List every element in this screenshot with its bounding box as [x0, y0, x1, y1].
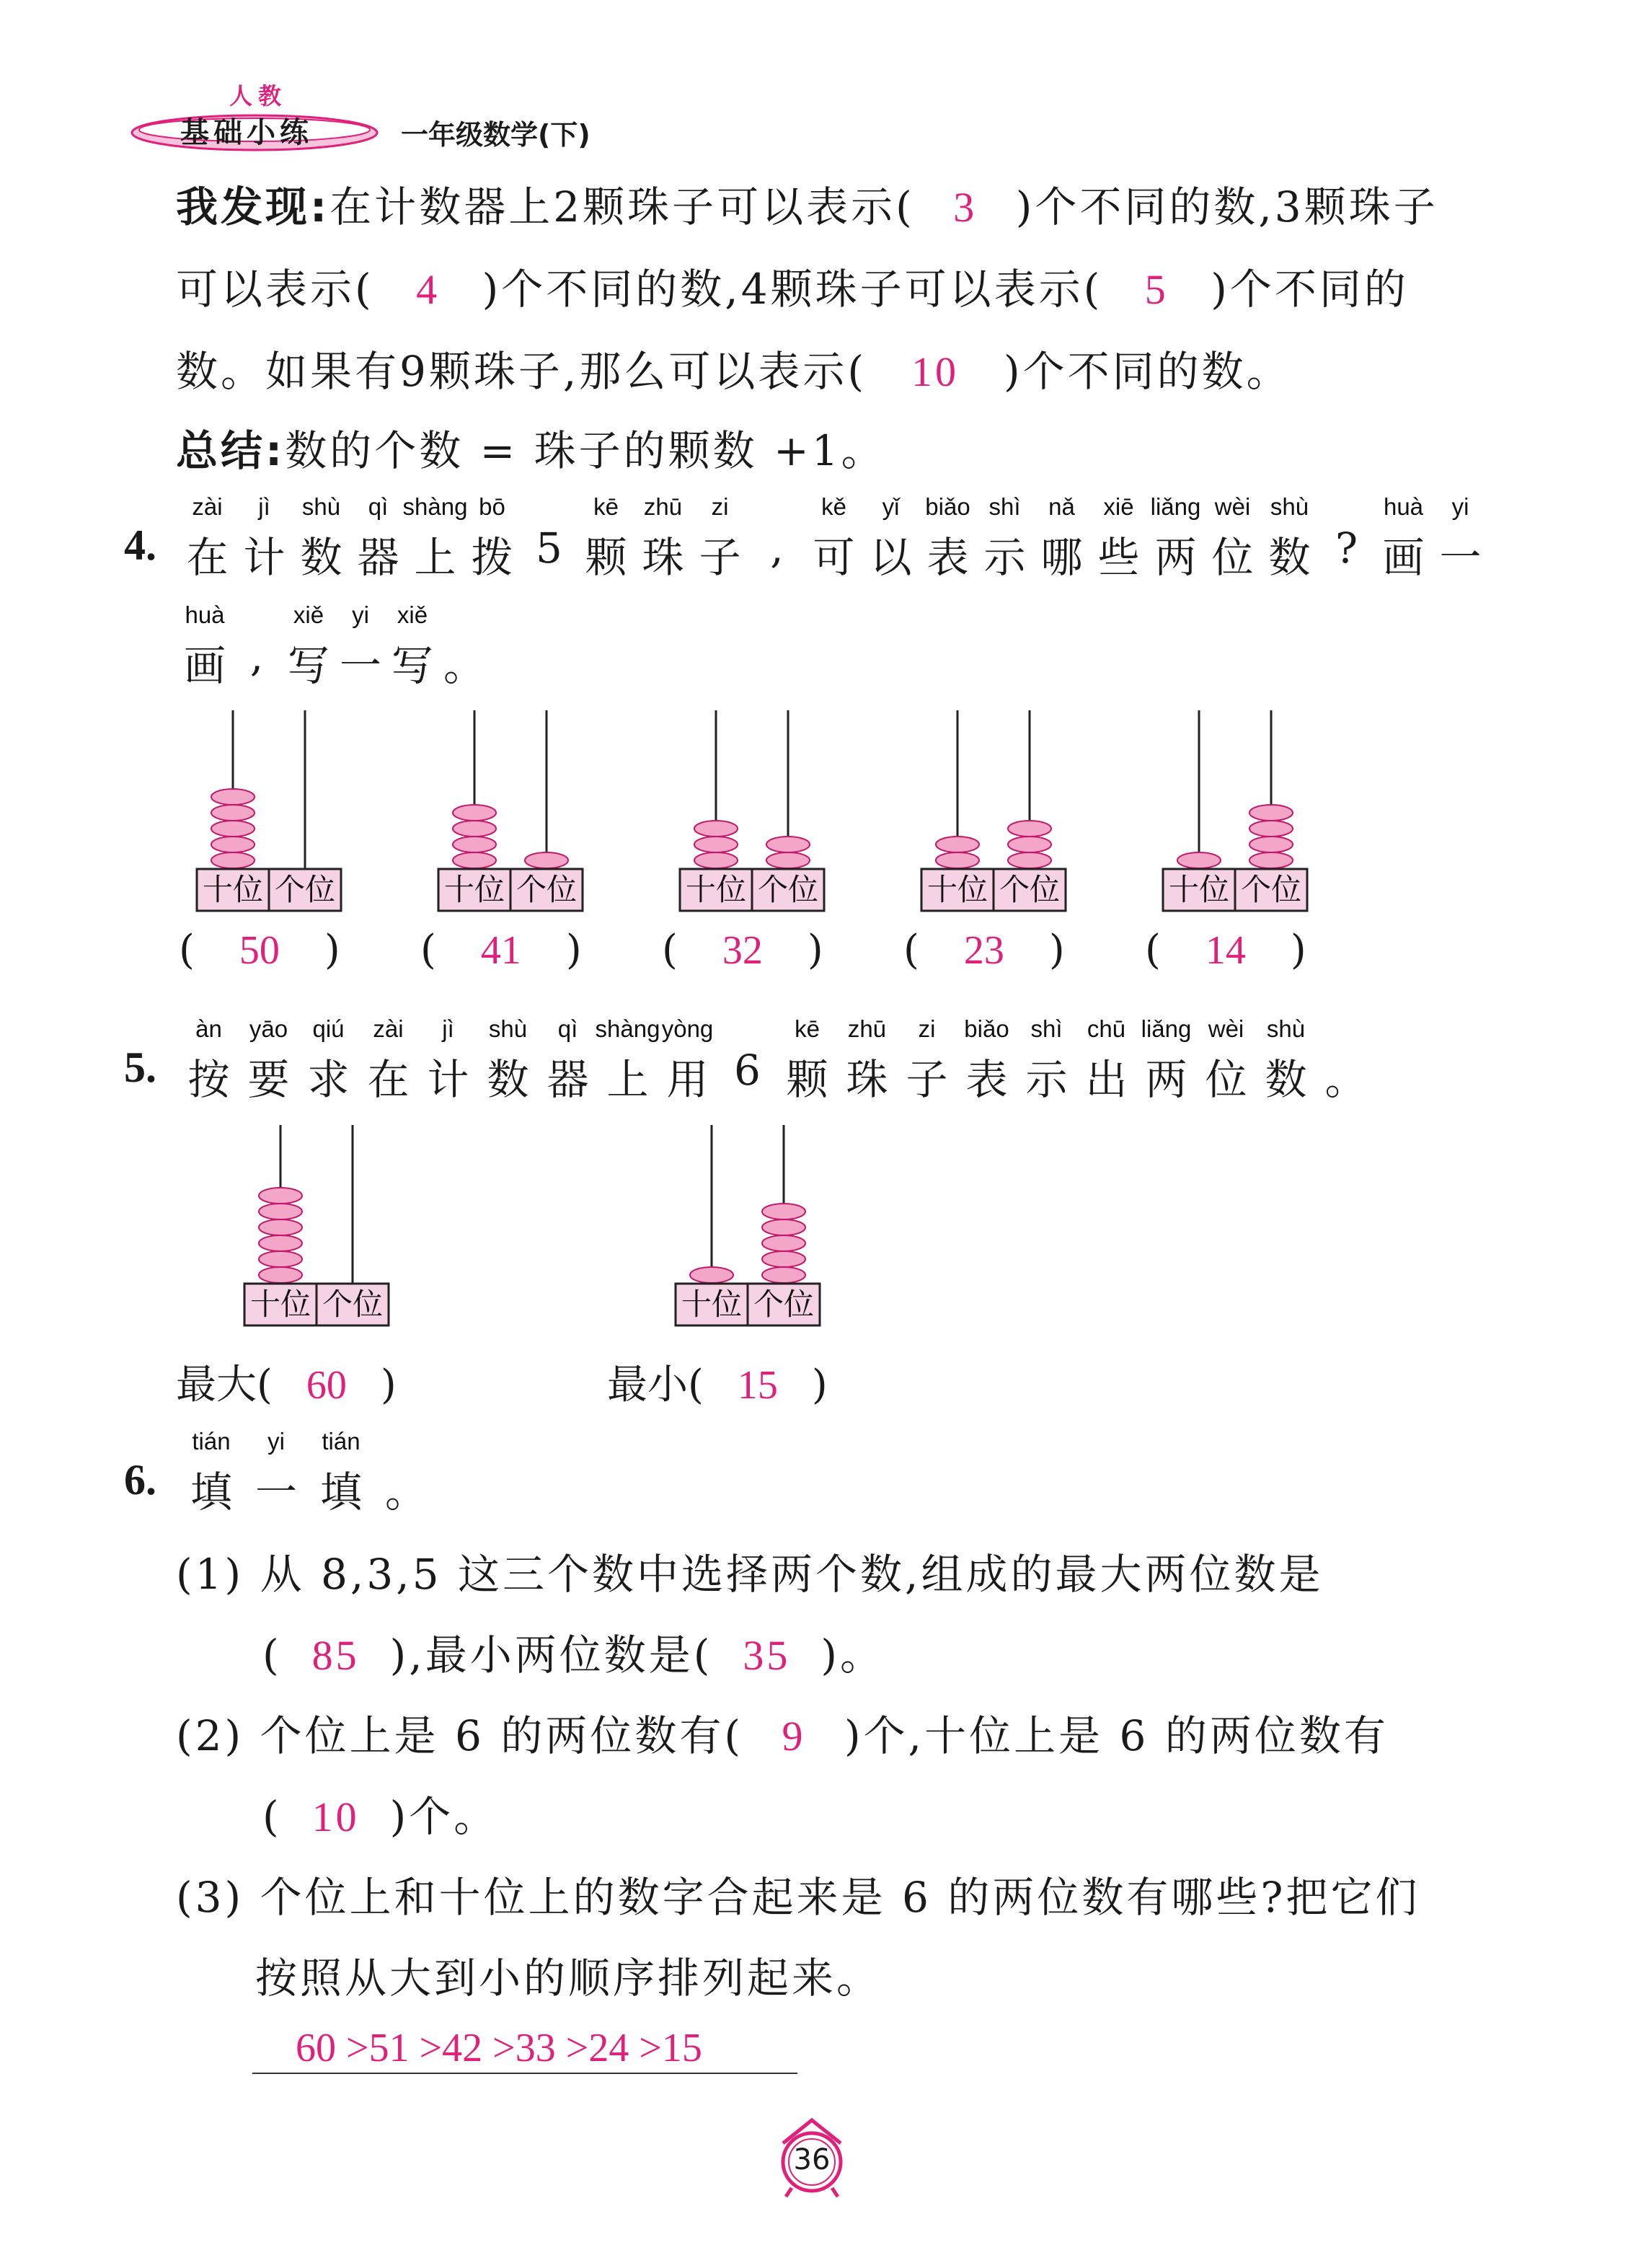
q5-number: 5.: [124, 1043, 156, 1091]
q6-part3-answer: 60 >51 >42 >33 >24 >15: [296, 2026, 702, 2070]
hanzi-char: 要: [247, 1055, 290, 1104]
pinyin-label: zhū: [847, 1015, 887, 1042]
pinyin-label: xiě: [397, 601, 428, 628]
q6-part1-line2: [262, 1621, 885, 1682]
summary-line: [176, 417, 886, 477]
hanzi-char: 位: [1205, 1055, 1247, 1104]
hanzi-char: 表: [926, 533, 969, 582]
open-paren: (: [662, 927, 678, 974]
header-publisher: 人教: [229, 82, 288, 110]
pinyin-label: xiē: [1103, 493, 1134, 520]
discover-text-1a: 在计数器上2颗珠子可以表示(: [329, 182, 915, 231]
tens-bead: [211, 805, 255, 821]
hanzi-char: 一: [339, 641, 381, 690]
discover-text-2c: )个不同的: [1211, 265, 1409, 314]
tens-bead: [259, 1235, 302, 1251]
q4-line-1: [179, 493, 1498, 582]
tens-bead: [453, 805, 496, 821]
q4-number: 4.: [124, 521, 156, 569]
pinyin-label: zài: [192, 493, 223, 520]
close-paren: ): [380, 1362, 397, 1408]
discover-text-3b: )个不同的数。: [1003, 347, 1291, 396]
answer-blank: 85: [311, 1632, 360, 1679]
abacus-answer: [662, 927, 849, 974]
hanzi-char: 子: [699, 533, 741, 582]
pinyin-label: yi: [1451, 493, 1469, 520]
abacus-answer: [179, 927, 366, 974]
q6-part2-text: (2) 个位上是 6 的两位数有(: [176, 1711, 743, 1760]
q6-title: [179, 1428, 467, 1517]
tens-bead: [259, 1251, 302, 1267]
q5-line: [179, 1015, 1404, 1104]
tens-bead: [259, 1204, 302, 1219]
hanzi-char: 出: [1085, 1055, 1128, 1104]
pinyin-label: shù: [1266, 1015, 1306, 1042]
answer-blank: 32: [722, 928, 763, 973]
hanzi-char: 按: [187, 1055, 230, 1104]
hanzi-char: 画: [1382, 533, 1425, 582]
pinyin-label: shù: [1270, 493, 1309, 520]
pinyin-label: tián: [192, 1428, 231, 1455]
tens-label: 十位: [681, 1287, 743, 1322]
hanzi-char: 6: [734, 1046, 761, 1095]
pinyin-label: zi: [918, 1015, 936, 1042]
q6-part1-line1: (1) 从 8,3,5 这三个数中选择两个数,组成的最大两位数是: [176, 1550, 1324, 1599]
hanzi-char: 两: [1145, 1055, 1187, 1104]
pinyin-label: biǎo: [964, 1015, 1009, 1042]
ones-bead: [1008, 821, 1051, 837]
tens-bead: [211, 821, 255, 837]
answer-blank: 4: [416, 266, 441, 313]
q6-part2-end: )个。: [389, 1792, 499, 1841]
close-paren: ): [1290, 927, 1306, 974]
ones-bead: [1249, 821, 1293, 837]
pinyin-label: zài: [373, 1015, 404, 1042]
q4-line-2: [179, 601, 539, 690]
q6-part1-text: ),最小两位数是(: [389, 1631, 713, 1680]
pinyin-label: liǎng: [1150, 493, 1201, 520]
pinyin-label: kē: [795, 1015, 820, 1042]
pinyin-label: yāo: [249, 1015, 288, 1042]
pinyin-label: wèi: [1208, 1015, 1244, 1042]
tens-label: 十位: [443, 872, 505, 907]
ones-bead: [766, 852, 810, 868]
q6-part3-line1: (3) 个位上和十位上的数字合起来是 6 的两位数有哪些?把它们: [176, 1873, 1420, 1922]
tens-bead: [1177, 852, 1221, 868]
hanzi-char: 两: [1154, 533, 1197, 582]
hanzi-char: 珠: [642, 533, 684, 582]
pinyin-label: zhū: [643, 493, 683, 520]
tens-label: 十位: [1168, 872, 1230, 907]
discover-text-1b: )个不同的数,3颗珠子: [1015, 182, 1438, 231]
tens-bead: [259, 1267, 302, 1283]
pinyin-label: shù: [301, 493, 341, 520]
hanzi-char: 拨: [471, 533, 513, 582]
ones-bead: [1249, 837, 1293, 852]
hanzi-char: 计: [427, 1055, 469, 1104]
hanzi-char: 填: [319, 1468, 362, 1517]
tens-bead: [694, 852, 738, 868]
hanzi-char: 以: [870, 533, 912, 582]
pinyin-label: xiě: [293, 601, 324, 628]
pinyin-label: huà: [185, 601, 225, 628]
discover-text-2a: 可以表示(: [176, 265, 374, 314]
ones-label: 个位: [757, 872, 819, 907]
close-paren: ): [324, 927, 340, 974]
pinyin-label: zi: [711, 493, 729, 520]
q4-abacus-row: [0, 703, 1628, 1006]
q6-number: 6.: [124, 1456, 156, 1504]
max-label: 最大(: [176, 1362, 273, 1408]
tens-bead: [453, 837, 496, 852]
pinyin-label: bō: [479, 493, 505, 520]
pinyin-label: qì: [368, 493, 389, 520]
open-paren: (: [179, 927, 195, 974]
ones-bead: [1008, 837, 1051, 852]
pinyin-label: biǎo: [925, 493, 970, 520]
pinyin-label: qì: [557, 1015, 578, 1042]
tens-bead: [453, 852, 496, 868]
hanzi-char: 。: [1324, 1055, 1367, 1104]
pinyin-label: shì: [1030, 1015, 1063, 1042]
pinyin-label: yi: [267, 1428, 285, 1455]
hanzi-char: 在: [367, 1055, 410, 1104]
answer-blank: 15: [737, 1363, 778, 1408]
hanzi-char: ,: [249, 632, 264, 681]
ones-label: 个位: [1240, 872, 1302, 907]
ones-bead: [525, 852, 568, 868]
hanzi-char: 一: [255, 1468, 297, 1517]
tens-bead: [259, 1188, 302, 1204]
discover-line-1: [176, 173, 1438, 234]
hanzi-char: 数: [1268, 533, 1311, 582]
pinyin-label: chū: [1087, 1015, 1126, 1042]
tens-bead: [211, 852, 255, 868]
pinyin-label: nǎ: [1048, 493, 1075, 520]
tens-bead: [453, 821, 496, 837]
hanzi-char: 哪: [1040, 533, 1083, 582]
hanzi-char: 用: [666, 1055, 709, 1104]
ones-bead: [1249, 852, 1293, 868]
hanzi-char: 示: [983, 533, 1026, 582]
tens-bead: [694, 837, 738, 852]
ones-bead: [762, 1235, 805, 1251]
pinyin-label: àn: [195, 1015, 222, 1042]
hanzi-char: 数: [487, 1055, 529, 1104]
hanzi-char: 珠: [846, 1055, 888, 1104]
answer-blank: 10: [911, 348, 959, 395]
hanzi-char: 上: [414, 533, 456, 582]
discover-line-2: [176, 255, 1409, 316]
answer-blank: 3: [953, 184, 978, 231]
ones-bead: [762, 1204, 805, 1219]
open-paren: (: [262, 1631, 282, 1680]
pinyin-label: wèi: [1214, 493, 1251, 520]
abacus-answer: [1145, 927, 1332, 974]
tens-bead: [211, 837, 255, 852]
q5-max: [176, 1353, 397, 1411]
hanzi-char: 求: [307, 1055, 350, 1104]
tens-bead: [690, 1267, 733, 1283]
answer-blank: 10: [311, 1793, 360, 1840]
close-paren: ): [1048, 927, 1065, 974]
hanzi-char: 数: [300, 533, 342, 582]
pinyin-label: shì: [988, 493, 1021, 520]
hanzi-char: 数: [1265, 1055, 1307, 1104]
abacus-answer: [903, 927, 1091, 974]
answer-blank: 23: [963, 928, 1004, 973]
tens-label: 十位: [202, 872, 264, 907]
tens-label: 十位: [685, 872, 747, 907]
pinyin-label: kě: [821, 493, 846, 520]
pinyin-label: shàng: [595, 1015, 660, 1042]
hanzi-char: 一: [1439, 533, 1482, 582]
hanzi-char: 。: [384, 1468, 427, 1517]
hanzi-char: 画: [183, 641, 226, 690]
pinyin-label: tián: [322, 1428, 360, 1455]
header-subject: 一年级数学(下): [401, 119, 590, 151]
hanzi-char: 颗: [585, 533, 627, 582]
hanzi-char: 。: [443, 641, 485, 690]
tens-label: 十位: [926, 872, 988, 907]
discover-text-2b: )个不同的数,4颗珠子可以表示(: [482, 265, 1103, 314]
answer-blank: 60: [306, 1363, 347, 1408]
q6-part2-line2: [262, 1783, 498, 1843]
pinyin-label: kē: [593, 493, 619, 520]
summary-text: 数的个数 = 珠子的颗数 +1。: [285, 426, 886, 475]
ones-bead: [762, 1267, 805, 1283]
ones-bead: [766, 837, 810, 852]
ones-bead: [762, 1219, 805, 1235]
q6-part3-line2: 按照从大到小的顺序排列起来。: [255, 1954, 882, 2003]
tens-bead: [694, 821, 738, 837]
ones-label: 个位: [753, 1287, 815, 1322]
discover-label: 我发现:: [176, 182, 330, 231]
answer-blank: 14: [1205, 928, 1246, 973]
pinyin-label: jì: [258, 493, 270, 520]
tens-bead: [936, 837, 979, 852]
q5-abacus-row: [0, 1118, 1009, 1349]
min-label: 最小(: [607, 1362, 704, 1408]
tens-bead: [211, 789, 255, 805]
answer-blank: 9: [782, 1713, 806, 1760]
open-paren: (: [1145, 927, 1161, 974]
hanzi-char: 示: [1025, 1055, 1068, 1104]
ones-bead: [1249, 805, 1293, 821]
tens-bead: [259, 1219, 302, 1235]
open-paren: (: [903, 927, 919, 974]
answer-underline: [252, 2073, 797, 2074]
pinyin-label: liǎng: [1141, 1015, 1192, 1042]
close-paren: ): [565, 927, 582, 974]
hanzi-char: 计: [243, 533, 286, 582]
tens-label: 十位: [249, 1287, 311, 1322]
q6-part2-line1: [176, 1702, 1389, 1762]
q6-part1-end: )。: [820, 1631, 885, 1680]
hanzi-char: 子: [906, 1055, 948, 1104]
hanzi-char: 器: [357, 533, 399, 582]
tens-bead: [936, 852, 979, 868]
discover-line-3: [176, 337, 1291, 398]
ones-label: 个位: [516, 872, 578, 907]
open-paren: (: [262, 1792, 282, 1841]
pinyin-label: huà: [1383, 493, 1424, 520]
hanzi-char: 表: [965, 1055, 1008, 1104]
close-paren: ): [807, 927, 823, 974]
hanzi-char: 器: [547, 1055, 589, 1104]
hanzi-char: 写: [287, 641, 329, 690]
discover-text-3a: 数。如果有9颗珠子,那么可以表示(: [176, 347, 867, 396]
abacus-answer: [420, 927, 608, 974]
hanzi-char: 些: [1097, 533, 1140, 582]
ones-label: 个位: [322, 1287, 384, 1322]
answer-blank: 50: [239, 928, 280, 973]
hanzi-char: 位: [1211, 533, 1254, 582]
pinyin-label: yi: [352, 601, 369, 628]
hanzi-char: ,: [770, 524, 784, 573]
hanzi-char: 写: [391, 641, 433, 690]
summary-label: 总结:: [176, 426, 286, 475]
hanzi-char: 颗: [786, 1055, 828, 1104]
open-paren: (: [420, 927, 436, 974]
answer-blank: 5: [1144, 266, 1169, 313]
header-series: 基础小练: [180, 116, 313, 149]
hanzi-char: 在: [186, 533, 229, 582]
close-paren: ): [811, 1362, 828, 1408]
pinyin-label: yòng: [661, 1015, 714, 1042]
hanzi-char: ?: [1335, 524, 1358, 573]
pinyin-label: qiú: [312, 1015, 345, 1042]
answer-blank: 41: [480, 928, 521, 973]
pinyin-label: shù: [488, 1015, 528, 1042]
q6-part2-text-b: )个,十位上是 6 的两位数有: [844, 1711, 1389, 1760]
q5-min: [607, 1353, 828, 1411]
hanzi-char: 可: [813, 533, 855, 582]
pinyin-label: shàng: [402, 493, 468, 520]
pinyin-label: yǐ: [882, 493, 900, 520]
hanzi-char: 5: [536, 524, 562, 573]
hanzi-char: 填: [190, 1468, 232, 1517]
ones-bead: [762, 1251, 805, 1267]
ones-bead: [1008, 852, 1051, 868]
answer-blank: 35: [743, 1632, 791, 1679]
page-number: 36: [793, 2143, 831, 2176]
hanzi-char: 上: [606, 1055, 649, 1104]
ones-label: 个位: [274, 872, 336, 907]
pinyin-label: jì: [442, 1015, 454, 1042]
ones-label: 个位: [999, 872, 1061, 907]
